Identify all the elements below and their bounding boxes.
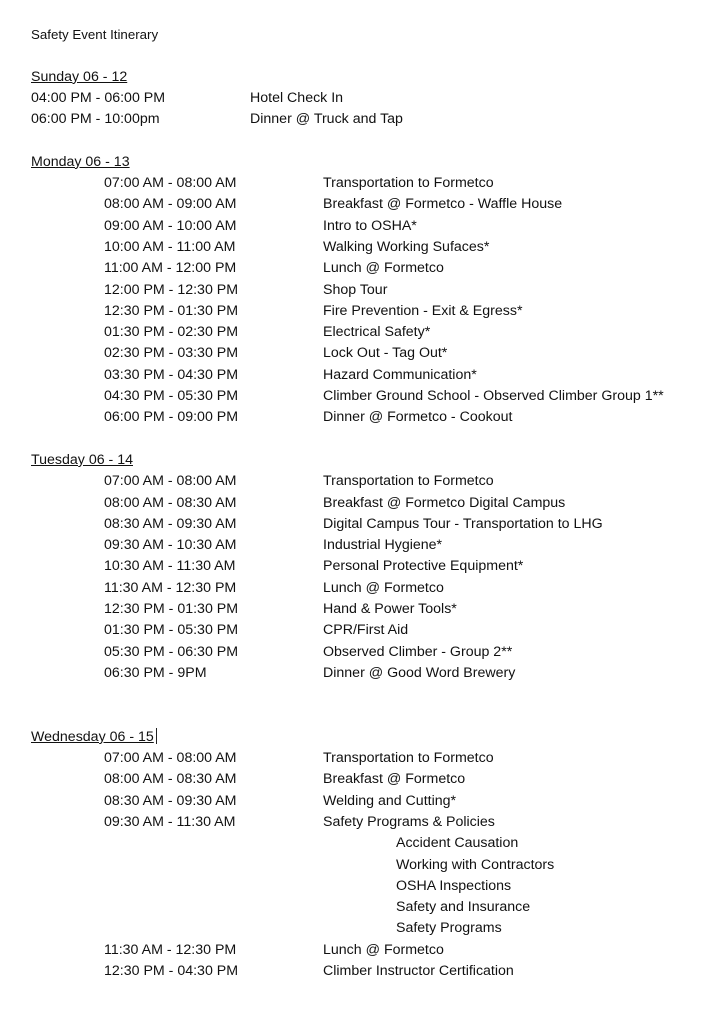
event-description: Walking Working Sufaces* bbox=[323, 238, 490, 255]
event-time: 02:30 PM - 03:30 PM bbox=[104, 345, 239, 362]
event-row bbox=[31, 748, 720, 769]
day-heading: Wednesday 06 - 15 bbox=[31, 729, 157, 745]
event-time: 04:30 PM - 05:30 PM bbox=[104, 388, 239, 405]
event-description: Breakfast @ Formetco bbox=[323, 771, 466, 788]
event-subitem: Working with Contractors bbox=[396, 856, 555, 873]
day-heading: Monday 06 - 13 bbox=[31, 153, 130, 170]
event-time: 06:30 PM - 9PM bbox=[104, 664, 207, 681]
day-heading: Tuesday 06 - 14 bbox=[31, 451, 133, 468]
event-time: 09:30 AM - 11:30 AM bbox=[104, 813, 236, 830]
event-row bbox=[31, 365, 720, 386]
event-row bbox=[31, 940, 720, 961]
event-subitem: Safety and Insurance bbox=[396, 899, 531, 916]
event-time: 07:00 AM - 08:00 AM bbox=[104, 175, 237, 192]
days-container bbox=[31, 67, 720, 983]
event-time: 10:30 AM - 11:30 AM bbox=[104, 558, 236, 575]
event-row bbox=[31, 620, 720, 641]
day-section bbox=[31, 450, 720, 684]
event-description: Dinner @ Good Word Brewery bbox=[323, 664, 516, 681]
event-time: 08:30 AM - 09:30 AM bbox=[104, 792, 237, 809]
event-row bbox=[31, 812, 720, 833]
event-time: 11:00 AM - 12:00 PM bbox=[104, 260, 237, 277]
event-row bbox=[31, 769, 720, 790]
event-row bbox=[31, 514, 720, 535]
event-description: Industrial Hygiene* bbox=[323, 537, 443, 554]
event-description: CPR/First Aid bbox=[323, 622, 409, 639]
event-time: 09:00 AM - 10:00 AM bbox=[104, 217, 237, 234]
event-description: Transportation to Formetco bbox=[323, 473, 494, 490]
event-row bbox=[31, 194, 720, 215]
day-section bbox=[31, 727, 720, 983]
event-row bbox=[31, 493, 720, 514]
event-time: 12:00 PM - 12:30 PM bbox=[104, 281, 239, 298]
event-subitem-row bbox=[31, 897, 720, 918]
event-time: 06:00 PM - 09:00 PM bbox=[104, 409, 239, 426]
event-row bbox=[31, 109, 720, 130]
event-description: Hand & Power Tools* bbox=[323, 601, 457, 618]
event-time: 08:30 AM - 09:30 AM bbox=[104, 515, 237, 532]
event-description: Observed Climber - Group 2** bbox=[323, 643, 513, 660]
event-row bbox=[31, 642, 720, 663]
event-description: Safety Programs & Policies bbox=[323, 813, 495, 830]
event-description: Dinner @ Truck and Tap bbox=[250, 111, 403, 128]
event-time: 08:00 AM - 08:30 AM bbox=[104, 494, 237, 511]
event-description: Fire Prevention - Exit & Egress* bbox=[323, 302, 523, 319]
event-time: 11:30 AM - 12:30 PM bbox=[104, 941, 237, 958]
day-section bbox=[31, 67, 720, 131]
event-description: Lunch @ Formetco bbox=[323, 579, 444, 596]
event-description: Breakfast @ Formetco Digital Campus bbox=[323, 494, 566, 511]
event-row bbox=[31, 280, 720, 301]
document-title: Safety Event Itinerary bbox=[31, 27, 159, 42]
event-description: Hotel Check In bbox=[250, 89, 344, 106]
event-row bbox=[31, 322, 720, 343]
event-row bbox=[31, 535, 720, 556]
event-row bbox=[31, 578, 720, 599]
event-time: 01:30 PM - 05:30 PM bbox=[104, 622, 239, 639]
event-description: Lock Out - Tag Out* bbox=[323, 345, 448, 362]
event-description: Climber Ground School - Observed Climber Group 1** bbox=[323, 388, 664, 405]
event-row bbox=[31, 471, 720, 492]
event-subitem: Safety Programs bbox=[396, 920, 502, 937]
event-time: 01:30 PM - 02:30 PM bbox=[104, 324, 239, 341]
itinerary-document bbox=[31, 24, 720, 982]
event-time: 08:00 AM - 09:00 AM bbox=[104, 196, 237, 213]
event-row bbox=[31, 961, 720, 982]
event-time: 03:30 PM - 04:30 PM bbox=[104, 366, 239, 383]
event-time: 04:00 PM - 06:00 PM bbox=[31, 89, 166, 106]
event-description: Climber Instructor Certification bbox=[323, 963, 514, 980]
event-description: Electrical Safety* bbox=[323, 324, 431, 341]
event-description: Lunch @ Formetco bbox=[323, 260, 444, 277]
event-row bbox=[31, 386, 720, 407]
event-time: 09:30 AM - 10:30 AM bbox=[104, 537, 237, 554]
event-time: 10:00 AM - 11:00 AM bbox=[104, 238, 236, 255]
event-row bbox=[31, 343, 720, 364]
day-section bbox=[31, 152, 720, 429]
event-time: 12:30 PM - 01:30 PM bbox=[104, 302, 239, 319]
event-row bbox=[31, 791, 720, 812]
event-subitem: OSHA Inspections bbox=[396, 877, 512, 894]
event-row bbox=[31, 237, 720, 258]
event-time: 12:30 PM - 01:30 PM bbox=[104, 601, 239, 618]
event-description: Personal Protective Equipment* bbox=[323, 558, 524, 575]
event-description: Digital Campus Tour - Transportation to LHG bbox=[323, 515, 603, 532]
event-time: 08:00 AM - 08:30 AM bbox=[104, 771, 237, 788]
event-time: 11:30 AM - 12:30 PM bbox=[104, 579, 237, 596]
event-description: Hazard Communication* bbox=[323, 366, 477, 383]
event-description: Lunch @ Formetco bbox=[323, 941, 444, 958]
event-time: 12:30 PM - 04:30 PM bbox=[104, 963, 239, 980]
event-row bbox=[31, 258, 720, 279]
event-description: Shop Tour bbox=[323, 281, 388, 298]
event-description: Dinner @ Formetco - Cookout bbox=[323, 409, 513, 426]
event-row bbox=[31, 173, 720, 194]
event-description: Transportation to Formetco bbox=[323, 175, 494, 192]
event-subitem-row bbox=[31, 855, 720, 876]
event-description: Welding and Cutting* bbox=[323, 792, 457, 809]
event-row bbox=[31, 216, 720, 237]
day-heading: Sunday 06 - 12 bbox=[31, 68, 128, 85]
event-time: 06:00 PM - 10:00pm bbox=[31, 111, 160, 128]
event-subitem-row bbox=[31, 876, 720, 897]
event-description: Breakfast @ Formetco - Waffle House bbox=[323, 196, 563, 213]
event-row bbox=[31, 88, 720, 109]
event-description: Transportation to Formetco bbox=[323, 750, 494, 767]
event-row bbox=[31, 599, 720, 620]
event-subitem: Accident Causation bbox=[396, 835, 519, 852]
event-time: 05:30 PM - 06:30 PM bbox=[104, 643, 239, 660]
event-time: 07:00 AM - 08:00 AM bbox=[104, 473, 237, 490]
event-row bbox=[31, 407, 720, 428]
event-subitem-row bbox=[31, 918, 720, 939]
event-time: 07:00 AM - 08:00 AM bbox=[104, 750, 237, 767]
event-row bbox=[31, 556, 720, 577]
event-row bbox=[31, 663, 720, 684]
event-row bbox=[31, 301, 720, 322]
event-description: Intro to OSHA* bbox=[323, 217, 417, 234]
event-subitem-row bbox=[31, 833, 720, 854]
